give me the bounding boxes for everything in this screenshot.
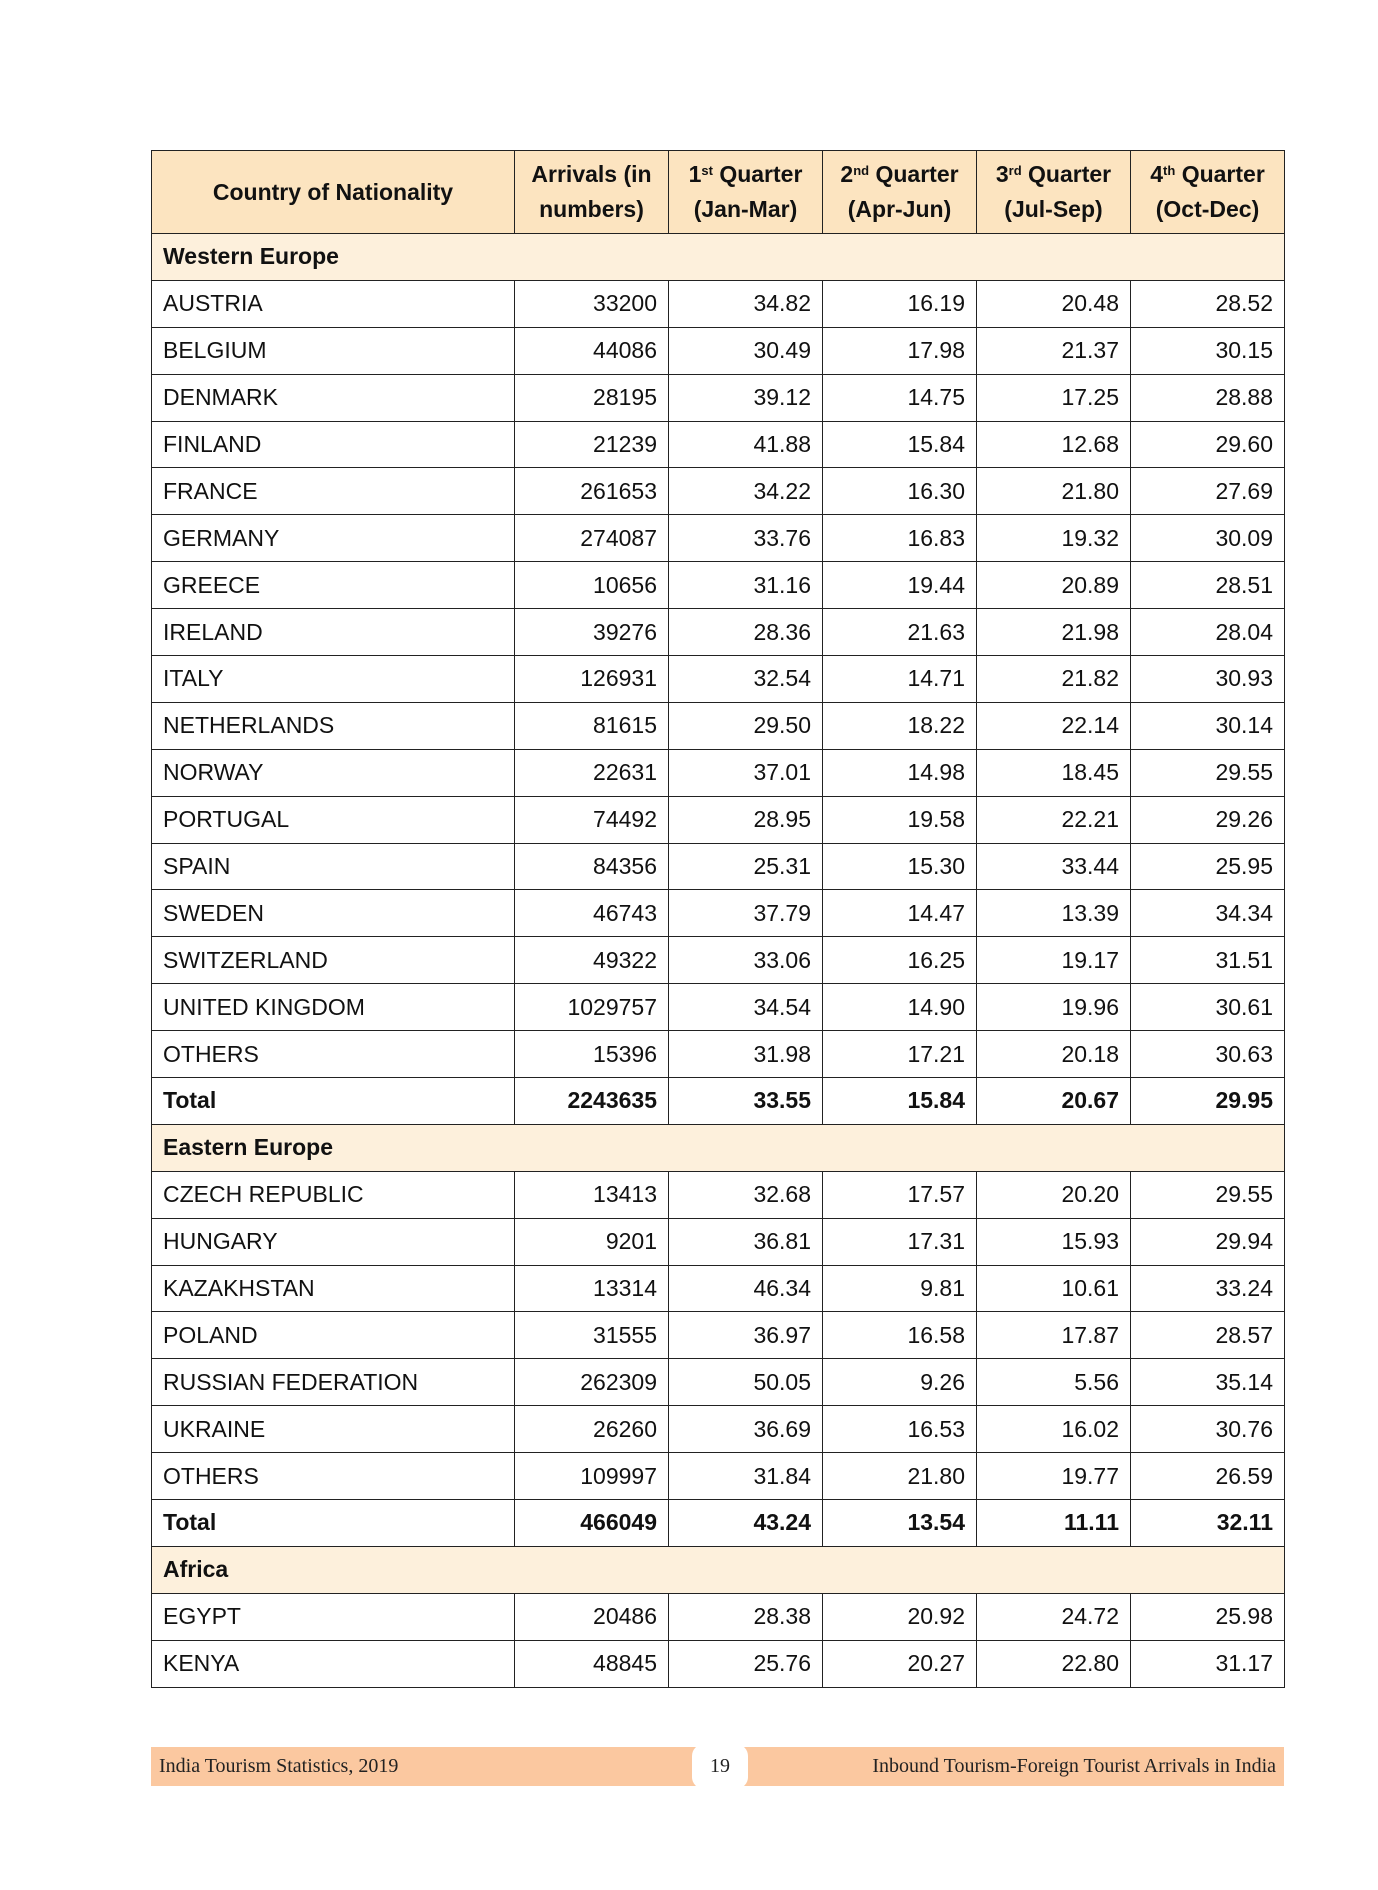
cell-q4: 25.98 [1131, 1593, 1285, 1640]
total-arrivals: 2243635 [515, 1078, 669, 1125]
table-row [152, 1218, 1285, 1265]
table-row [152, 468, 1285, 515]
cell-country: FRANCE [152, 468, 515, 515]
table-row [152, 1593, 1285, 1640]
cell-country: AUSTRIA [152, 280, 515, 327]
header-q2: 2nd Quarter (Apr-Jun) [823, 151, 977, 234]
total-row [152, 1500, 1285, 1547]
table-row [152, 1359, 1285, 1406]
cell-q2: 17.98 [823, 327, 977, 374]
cell-q4: 29.26 [1131, 796, 1285, 843]
cell-arrivals: 15396 [515, 1031, 669, 1078]
table-row [152, 843, 1285, 890]
cell-q1: 30.49 [669, 327, 823, 374]
total-q3: 11.11 [977, 1500, 1131, 1547]
cell-arrivals: 261653 [515, 468, 669, 515]
cell-q1: 36.97 [669, 1312, 823, 1359]
header-row [152, 151, 1285, 234]
cell-country: RUSSIAN FEDERATION [152, 1359, 515, 1406]
cell-arrivals: 33200 [515, 280, 669, 327]
cell-q3: 19.96 [977, 984, 1131, 1031]
cell-q1: 31.98 [669, 1031, 823, 1078]
cell-q3: 22.21 [977, 796, 1131, 843]
cell-q2: 20.27 [823, 1640, 977, 1687]
cell-q2: 21.63 [823, 609, 977, 656]
cell-country: SPAIN [152, 843, 515, 890]
cell-arrivals: 9201 [515, 1218, 669, 1265]
cell-q2: 16.25 [823, 937, 977, 984]
cell-q3: 20.48 [977, 280, 1131, 327]
cell-q2: 17.21 [823, 1031, 977, 1078]
total-q1: 33.55 [669, 1078, 823, 1125]
cell-q2: 16.58 [823, 1312, 977, 1359]
cell-q1: 25.76 [669, 1640, 823, 1687]
cell-q1: 28.36 [669, 609, 823, 656]
table-row [152, 796, 1285, 843]
table-row [152, 374, 1285, 421]
total-q2: 15.84 [823, 1078, 977, 1125]
cell-q1: 28.38 [669, 1593, 823, 1640]
cell-q2: 16.19 [823, 280, 977, 327]
cell-q3: 20.18 [977, 1031, 1131, 1078]
total-arrivals: 466049 [515, 1500, 669, 1547]
cell-arrivals: 39276 [515, 609, 669, 656]
cell-q3: 24.72 [977, 1593, 1131, 1640]
cell-q4: 30.93 [1131, 656, 1285, 703]
cell-q1: 46.34 [669, 1265, 823, 1312]
cell-arrivals: 22631 [515, 749, 669, 796]
table-row [152, 327, 1285, 374]
cell-country: PORTUGAL [152, 796, 515, 843]
total-q1: 43.24 [669, 1500, 823, 1547]
cell-q4: 29.60 [1131, 421, 1285, 468]
cell-q2: 9.81 [823, 1265, 977, 1312]
cell-country: BELGIUM [152, 327, 515, 374]
cell-q1: 37.01 [669, 749, 823, 796]
cell-q4: 28.57 [1131, 1312, 1285, 1359]
cell-country: GREECE [152, 562, 515, 609]
cell-q4: 28.52 [1131, 280, 1285, 327]
cell-q3: 21.98 [977, 609, 1131, 656]
cell-country: IRELAND [152, 609, 515, 656]
cell-arrivals: 44086 [515, 327, 669, 374]
cell-country: UNITED KINGDOM [152, 984, 515, 1031]
table-row [152, 656, 1285, 703]
cell-q1: 31.16 [669, 562, 823, 609]
cell-q3: 33.44 [977, 843, 1131, 890]
cell-q3: 15.93 [977, 1218, 1131, 1265]
cell-q4: 31.51 [1131, 937, 1285, 984]
table-header [152, 151, 1285, 234]
page-footer [151, 1747, 1284, 1786]
table-row [152, 1171, 1285, 1218]
cell-q2: 9.26 [823, 1359, 977, 1406]
section-title: Western Europe [152, 234, 1285, 281]
cell-country: CZECH REPUBLIC [152, 1171, 515, 1218]
cell-country: HUNGARY [152, 1218, 515, 1265]
cell-q1: 39.12 [669, 374, 823, 421]
header-q1: 1st Quarter (Jan-Mar) [669, 151, 823, 234]
arrivals-table [151, 150, 1285, 1688]
header-arrivals: Arrivals (in numbers) [515, 151, 669, 234]
table-row [152, 1312, 1285, 1359]
total-q4: 32.11 [1131, 1500, 1285, 1547]
cell-country: POLAND [152, 1312, 515, 1359]
section-title: Africa [152, 1546, 1285, 1593]
cell-q1: 33.76 [669, 515, 823, 562]
header-country: Country of Nationality [152, 151, 515, 234]
cell-q4: 28.51 [1131, 562, 1285, 609]
cell-country: EGYPT [152, 1593, 515, 1640]
cell-q3: 16.02 [977, 1406, 1131, 1453]
total-country: Total [152, 1500, 515, 1547]
cell-q1: 34.82 [669, 280, 823, 327]
cell-q2: 16.30 [823, 468, 977, 515]
cell-q3: 18.45 [977, 749, 1131, 796]
cell-arrivals: 1029757 [515, 984, 669, 1031]
cell-q1: 36.69 [669, 1406, 823, 1453]
cell-country: DENMARK [152, 374, 515, 421]
cell-q1: 28.95 [669, 796, 823, 843]
cell-country: OTHERS [152, 1453, 515, 1500]
cell-q2: 14.90 [823, 984, 977, 1031]
total-country: Total [152, 1078, 515, 1125]
cell-country: NORWAY [152, 749, 515, 796]
cell-q4: 30.76 [1131, 1406, 1285, 1453]
cell-q1: 31.84 [669, 1453, 823, 1500]
table-row [152, 984, 1285, 1031]
cell-arrivals: 84356 [515, 843, 669, 890]
cell-q3: 22.14 [977, 702, 1131, 749]
section-title: Eastern Europe [152, 1124, 1285, 1171]
total-row [152, 1078, 1285, 1125]
cell-arrivals: 26260 [515, 1406, 669, 1453]
table-row [152, 702, 1285, 749]
cell-q1: 34.54 [669, 984, 823, 1031]
cell-q3: 19.17 [977, 937, 1131, 984]
cell-q2: 15.84 [823, 421, 977, 468]
cell-arrivals: 262309 [515, 1359, 669, 1406]
page-number: 19 [692, 1744, 748, 1789]
footer-publication: India Tourism Statistics, 2019 [159, 1755, 399, 1777]
cell-q1: 32.54 [669, 656, 823, 703]
cell-arrivals: 31555 [515, 1312, 669, 1359]
cell-arrivals: 46743 [515, 890, 669, 937]
cell-q4: 30.14 [1131, 702, 1285, 749]
total-q2: 13.54 [823, 1500, 977, 1547]
cell-country: UKRAINE [152, 1406, 515, 1453]
cell-q4: 33.24 [1131, 1265, 1285, 1312]
cell-q2: 15.30 [823, 843, 977, 890]
table-row [152, 1406, 1285, 1453]
cell-q4: 27.69 [1131, 468, 1285, 515]
cell-q1: 36.81 [669, 1218, 823, 1265]
table-row [152, 280, 1285, 327]
cell-arrivals: 74492 [515, 796, 669, 843]
footer-chapter: Inbound Tourism-Foreign Tourist Arrivals in India [872, 1755, 1276, 1777]
cell-q4: 34.34 [1131, 890, 1285, 937]
cell-q3: 19.32 [977, 515, 1131, 562]
cell-q2: 17.31 [823, 1218, 977, 1265]
cell-q1: 25.31 [669, 843, 823, 890]
cell-q4: 29.94 [1131, 1218, 1285, 1265]
cell-q1: 41.88 [669, 421, 823, 468]
cell-q3: 19.77 [977, 1453, 1131, 1500]
total-q4: 29.95 [1131, 1078, 1285, 1125]
cell-q3: 5.56 [977, 1359, 1131, 1406]
cell-q3: 20.89 [977, 562, 1131, 609]
cell-arrivals: 13413 [515, 1171, 669, 1218]
table-row [152, 1265, 1285, 1312]
cell-q1: 50.05 [669, 1359, 823, 1406]
cell-country: SWITZERLAND [152, 937, 515, 984]
cell-q3: 21.37 [977, 327, 1131, 374]
table-row [152, 562, 1285, 609]
cell-q1: 33.06 [669, 937, 823, 984]
cell-q3: 21.82 [977, 656, 1131, 703]
cell-q1: 29.50 [669, 702, 823, 749]
cell-q2: 16.83 [823, 515, 977, 562]
cell-q4: 30.63 [1131, 1031, 1285, 1078]
cell-country: FINLAND [152, 421, 515, 468]
cell-q2: 17.57 [823, 1171, 977, 1218]
cell-arrivals: 274087 [515, 515, 669, 562]
cell-q4: 30.61 [1131, 984, 1285, 1031]
cell-country: NETHERLANDS [152, 702, 515, 749]
cell-q4: 30.15 [1131, 327, 1285, 374]
cell-q2: 19.58 [823, 796, 977, 843]
cell-q2: 14.98 [823, 749, 977, 796]
cell-q3: 21.80 [977, 468, 1131, 515]
cell-arrivals: 48845 [515, 1640, 669, 1687]
section-row [152, 1546, 1285, 1593]
cell-q1: 32.68 [669, 1171, 823, 1218]
table-row [152, 890, 1285, 937]
cell-q4: 26.59 [1131, 1453, 1285, 1500]
cell-arrivals: 81615 [515, 702, 669, 749]
cell-q3: 13.39 [977, 890, 1131, 937]
cell-arrivals: 21239 [515, 421, 669, 468]
cell-q2: 19.44 [823, 562, 977, 609]
cell-country: GERMANY [152, 515, 515, 562]
cell-arrivals: 49322 [515, 937, 669, 984]
cell-q4: 31.17 [1131, 1640, 1285, 1687]
cell-country: KENYA [152, 1640, 515, 1687]
cell-q4: 30.09 [1131, 515, 1285, 562]
cell-q4: 28.88 [1131, 374, 1285, 421]
cell-country: ITALY [152, 656, 515, 703]
cell-q2: 18.22 [823, 702, 977, 749]
table-row [152, 1640, 1285, 1687]
table-row [152, 749, 1285, 796]
cell-q4: 28.04 [1131, 609, 1285, 656]
cell-q2: 14.71 [823, 656, 977, 703]
cell-q4: 29.55 [1131, 749, 1285, 796]
cell-q4: 35.14 [1131, 1359, 1285, 1406]
table-body [152, 234, 1285, 1688]
cell-arrivals: 10656 [515, 562, 669, 609]
total-q3: 20.67 [977, 1078, 1131, 1125]
table-row [152, 421, 1285, 468]
header-q4: 4th Quarter (Oct-Dec) [1131, 151, 1285, 234]
cell-q2: 14.47 [823, 890, 977, 937]
table-row [152, 609, 1285, 656]
cell-q3: 17.87 [977, 1312, 1131, 1359]
table-row [152, 1031, 1285, 1078]
cell-q2: 21.80 [823, 1453, 977, 1500]
table-row [152, 937, 1285, 984]
cell-country: KAZAKHSTAN [152, 1265, 515, 1312]
cell-arrivals: 28195 [515, 374, 669, 421]
cell-country: OTHERS [152, 1031, 515, 1078]
section-row [152, 234, 1285, 281]
cell-country: SWEDEN [152, 890, 515, 937]
cell-arrivals: 20486 [515, 1593, 669, 1640]
cell-q3: 22.80 [977, 1640, 1131, 1687]
table-row [152, 1453, 1285, 1500]
cell-q1: 37.79 [669, 890, 823, 937]
cell-q4: 29.55 [1131, 1171, 1285, 1218]
cell-q3: 12.68 [977, 421, 1131, 468]
header-q3: 3rd Quarter (Jul-Sep) [977, 151, 1131, 234]
cell-q4: 25.95 [1131, 843, 1285, 890]
cell-arrivals: 13314 [515, 1265, 669, 1312]
cell-arrivals: 126931 [515, 656, 669, 703]
cell-q3: 17.25 [977, 374, 1131, 421]
cell-q2: 14.75 [823, 374, 977, 421]
cell-q3: 10.61 [977, 1265, 1131, 1312]
cell-q3: 20.20 [977, 1171, 1131, 1218]
cell-q2: 16.53 [823, 1406, 977, 1453]
table-row [152, 515, 1285, 562]
section-row [152, 1124, 1285, 1171]
cell-q2: 20.92 [823, 1593, 977, 1640]
cell-arrivals: 109997 [515, 1453, 669, 1500]
cell-q1: 34.22 [669, 468, 823, 515]
